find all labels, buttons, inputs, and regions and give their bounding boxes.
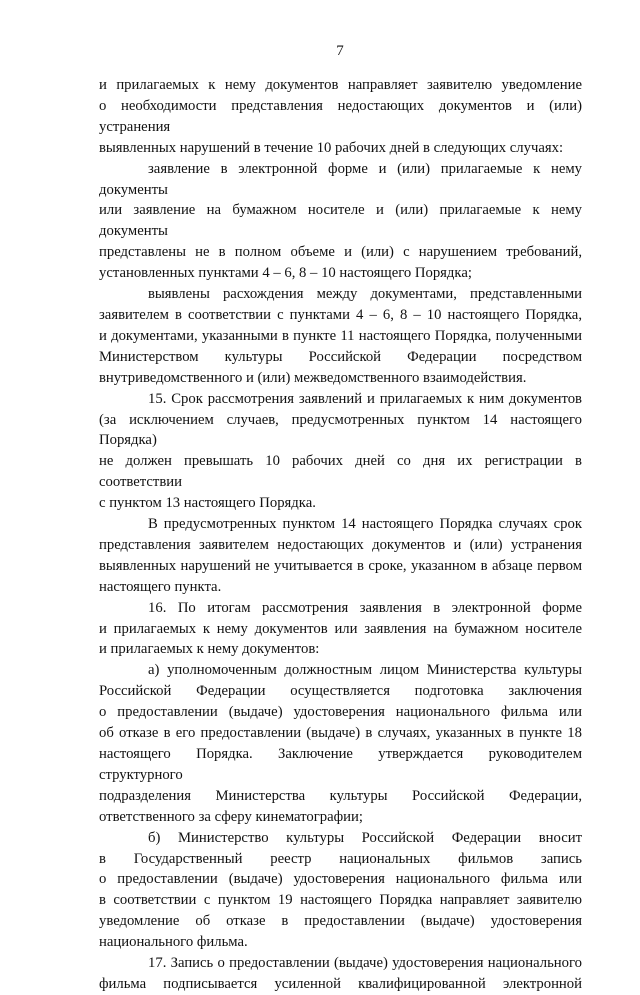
text-line: подразделения Министерства культуры Российской Федерации, — [99, 787, 582, 804]
text-line: заявление в электронной форме и (или) прилагаемые к нему документы — [99, 160, 582, 198]
text-line: уведомление об отказе в предоставлении (выдаче) удостоверения — [99, 913, 582, 930]
text-line: о необходимости представления недостающих документов и (или) устранения — [99, 97, 582, 135]
text-line: о предоставлении (выдаче) удостоверения национального фильма или — [99, 871, 582, 888]
text-line: фильма подписывается усиленной квалифицированной электронной — [99, 975, 582, 992]
text-line: в соответствии с пунктом 19 настоящего Порядка направляет заявителю — [99, 892, 582, 909]
text-line: а) уполномоченным должностным лицом Министерства культуры — [148, 662, 582, 679]
text-line: выявленных нарушений в течение 10 рабочих дней в следующих случаях: — [99, 139, 564, 156]
text-line: об отказе в его предоставлении (выдаче) в случаях, указанных в пункте 18 — [99, 725, 582, 742]
text-line: с пунктом 13 настоящего Порядка. — [99, 495, 316, 512]
text-line: В предусмотренных пунктом 14 настоящего Порядка случаях срок — [148, 516, 582, 533]
text-line: представления заявителем недостающих документов и (или) устранения — [99, 536, 582, 553]
text-line: национального фильма. — [99, 934, 248, 951]
text-line: выявленных нарушений не учитывается в сроке, указанном в абзаце первом — [99, 557, 582, 574]
text-line: и прилагаемых к нему документов или заявления на бумажном носителе — [99, 620, 582, 637]
text-line: Министерством культуры Российской Федерации посредством — [99, 348, 582, 365]
text-line: настоящего Порядка. Заключение утверждается руководителем структурного — [99, 746, 582, 783]
text-line: ответственного за сферу кинематографии; — [99, 808, 363, 825]
document-body — [99, 75, 582, 995]
text-line: внутриведомственного и (или) межведомственного взаимодействия. — [99, 369, 527, 386]
text-line: не должен превышать 10 рабочих дней со дня их регистрации в соответствии — [99, 453, 582, 491]
text-line: в Государственный реестр национальных фильмов запись — [99, 850, 582, 867]
paragraph-item-15 — [99, 389, 582, 514]
text-line: и прилагаемых к нему документов направляет заявителю уведомление — [99, 77, 582, 93]
text-line: представлены не в полном объеме и (или) с нарушением требований, — [99, 244, 582, 261]
text-line: и документами, указанными в пункте 11 настоящего Порядка, полученными — [99, 327, 582, 344]
text-line: установленных пунктами 4 – 6, 8 – 10 настоящего Порядка; — [99, 265, 472, 282]
page-number: 7 — [336, 43, 344, 59]
paragraph-case-incomplete — [99, 159, 582, 284]
paragraph-item-17 — [99, 953, 582, 995]
text-line: 16. По итогам рассмотрения заявления в электронной форме — [148, 599, 582, 616]
text-line: Российской Федерации осуществляется подготовка заключения — [99, 683, 582, 700]
paragraph-intro — [99, 75, 582, 159]
text-line: заявителем в соответствии с пунктами 4 – 6, 8 – 10 настоящего Порядка, — [99, 306, 582, 323]
paragraph-case-discrepancy — [99, 284, 582, 389]
text-line: 17. Запись о предоставлении (выдаче) удостоверения национального — [148, 955, 582, 972]
text-line: или заявление на бумажном носителе и (или) прилагаемые к нему документы — [99, 202, 582, 240]
text-line: и прилагаемых к нему документов: — [99, 641, 320, 658]
text-line: выявлены расхождения между документами, представленными — [148, 286, 582, 303]
paragraph-item-16a — [99, 660, 582, 827]
paragraph-item-16 — [99, 598, 582, 661]
text-line: б) Министерство культуры Российской Федерации вносит — [148, 829, 582, 846]
paragraph-item-16b — [99, 828, 582, 953]
text-line: о предоставлении (выдаче) удостоверения национального фильма или — [99, 704, 582, 721]
text-line: 15. Срок рассмотрения заявлений и прилагаемых к ним документов — [148, 390, 582, 407]
text-line: настоящего пункта. — [99, 578, 222, 595]
paragraph-item-15-second — [99, 514, 582, 598]
text-line: (за исключением случаев, предусмотренных пунктом 14 настоящего Порядка) — [99, 411, 582, 449]
